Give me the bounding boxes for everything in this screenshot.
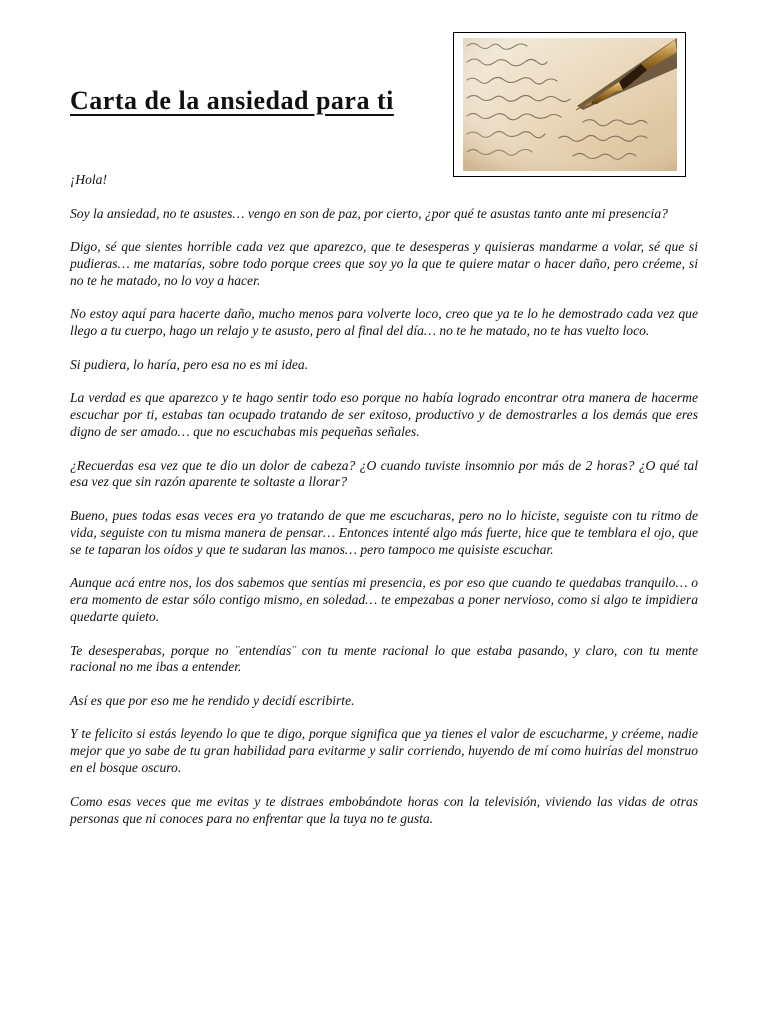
paragraph: La verdad es que aparezco y te hago sentir todo eso porque no había logrado encontrar otra manera de hacerme escuchar por ti, estabas tan ocupado tratando de ser exitoso, productivo y de demostrarles a los demás que eres digno de ser amado… que no escuchabas mis pequeñas señales. <box>70 390 698 440</box>
fountain-pen-letter-photo <box>463 38 677 171</box>
photo-frame <box>453 32 686 177</box>
paragraph: Como esas veces que me evitas y te distraes embobándote horas con la televisión, viviendo las vidas de otras personas que ni conoces para no enfrentar que la tuya no te gusta. <box>70 793 698 826</box>
paragraph: Soy la ansiedad, no te asustes… vengo en son de paz, por cierto, ¿por qué te asustas tanto ante mi presencia? <box>70 205 668 221</box>
paragraph: Bueno, pues todas esas veces era yo tratando de que me escucharas, pero no lo hiciste, seguiste con tu ritmo de vida, seguiste con tu misma manera de pensar… Entonces intenté algo más fuerte, hice que te temblara el ojo, que se te taparan los oídos y que te sudaran las manos… pero tampoco me quisiste escuchar. <box>70 507 698 557</box>
document-title: Carta de la ansiedad para ti <box>70 86 394 115</box>
greeting-paragraph: ¡Hola! <box>70 172 108 187</box>
paragraph: No estoy aquí para hacerte daño, mucho menos para volverte loco, creo que ya te lo he demostrado cada vez que llego a tu cuerpo, hago un relajo y te asusto, pero al final del día… no te he matado, no te has vuelto loco. <box>70 306 698 339</box>
paragraph: Y te felicito si estás leyendo lo que te digo, porque significa que ya tienes el valor de escucharme, y créeme, nadie mejor que yo sabe de tu gran habilidad para evitarme y salir corriendo, huyendo de mí como huirías del monstruo en el bosque oscuro. <box>70 726 698 776</box>
paragraph: Te desesperabas, porque no ¨entendías¨ con tu mente racional lo que estaba pasando, y claro, con tu mente racional no me ibas a entender. <box>70 642 698 675</box>
paragraph: Digo, sé que sientes horrible cada vez que aparezco, que te desesperas y quisieras mandarme a volar, sé que si pudieras… me matarías, sobre todo porque crees que soy yo la que te quiere matar o hacer daño, pero créeme, si no te he matado, no lo voy a hacer. <box>70 239 698 288</box>
paragraph: Así es que por eso me he rendido y decidí escribirte. <box>70 692 355 708</box>
letter-body <box>70 172 698 844</box>
paragraph: ¿Recuerdas esa vez que te dio un dolor de cabeza? ¿O cuando tuviste insomnio por más de 2 horas? ¿O qué tal esa vez que sin razón aparente te soltaste a llorar? <box>70 457 698 490</box>
paragraph: Aunque acá entre nos, los dos sabemos que sentías mi presencia, es por eso que cuando te quedabas tranquilo… o era momento de estar sólo contigo mismo, en soledad… te empezabas a poner nervioso, como si algo te impidiera quedarte quieto. <box>70 575 698 625</box>
paragraph: Si pudiera, lo haría, pero esa no es mi idea. <box>70 356 309 372</box>
